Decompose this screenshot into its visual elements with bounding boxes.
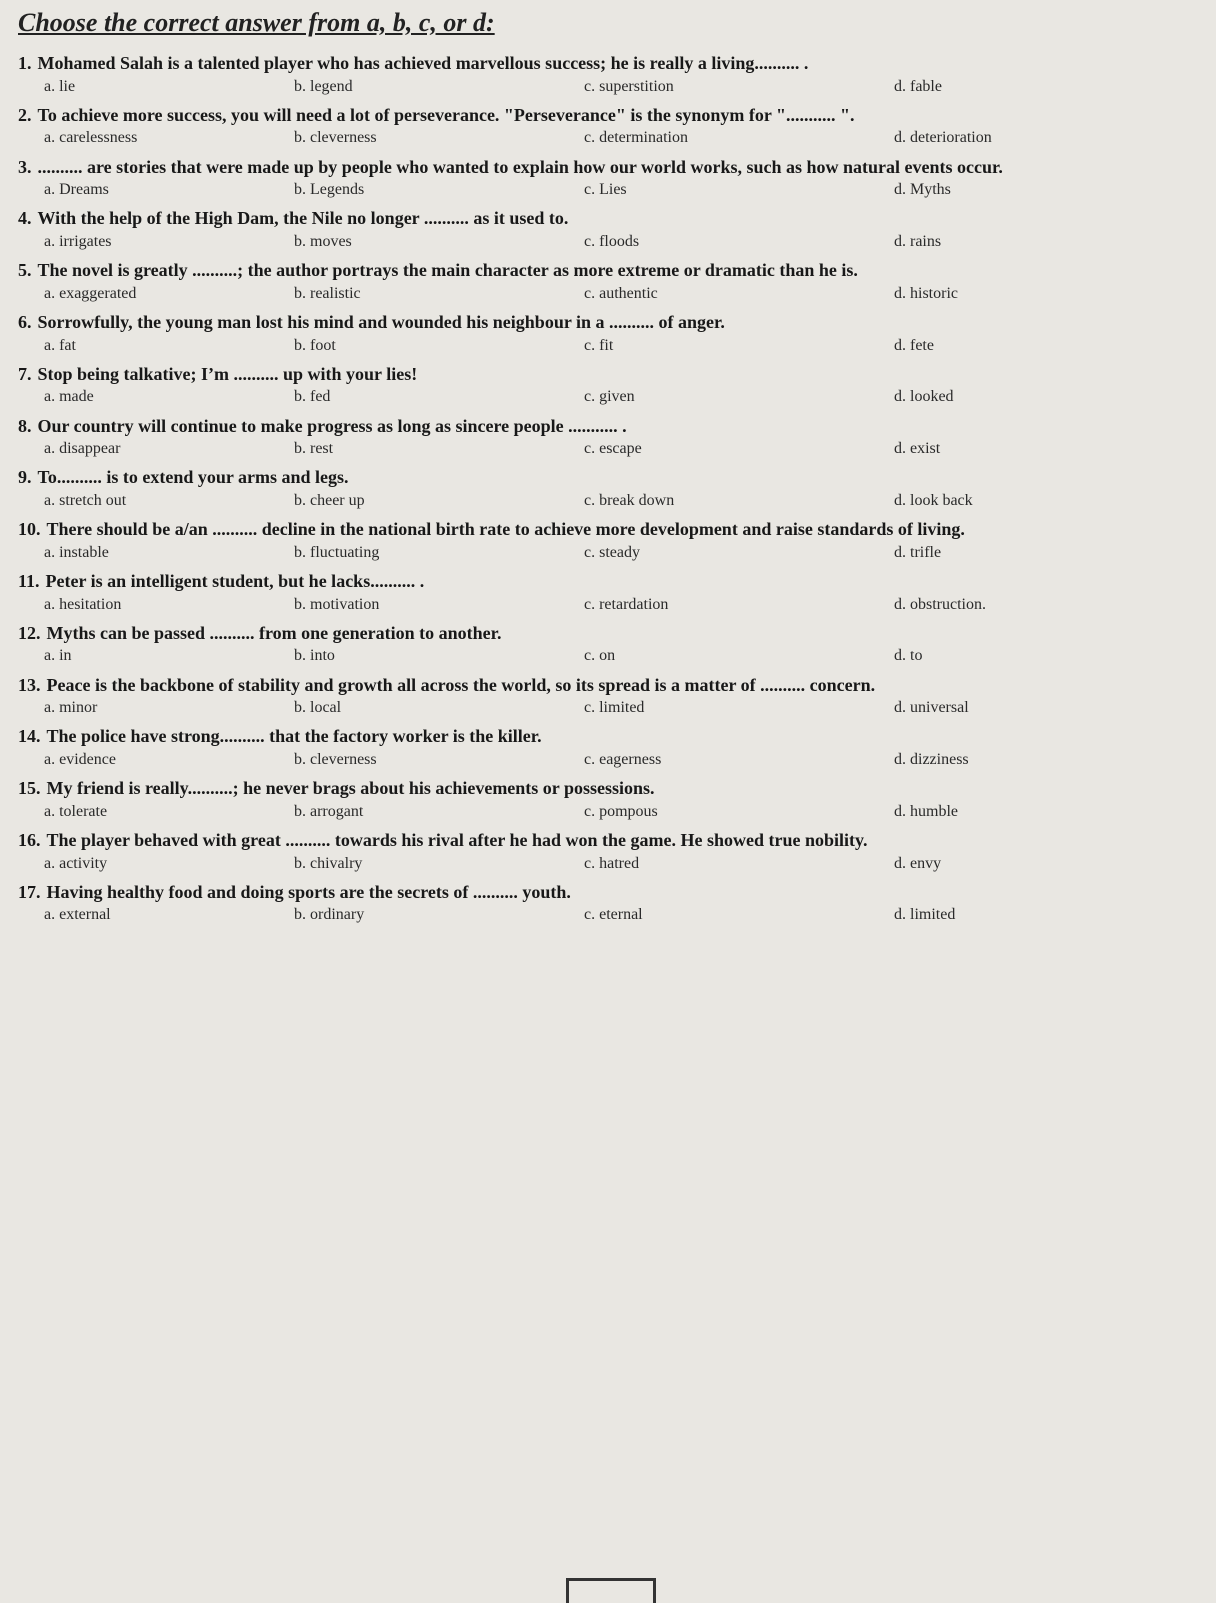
question-item bbox=[18, 518, 1176, 564]
question-number: 4. bbox=[18, 208, 32, 229]
question-text: Our country will continue to make progress as long as sincere people ........... . bbox=[37, 415, 627, 436]
answer-option[interactable]: d. deterioration bbox=[894, 129, 992, 147]
answer-option[interactable]: b. into bbox=[294, 647, 335, 665]
answer-option[interactable]: b. realistic bbox=[294, 284, 361, 302]
question-number: 10. bbox=[18, 519, 41, 540]
question-item bbox=[18, 259, 1176, 305]
question-number: 1. bbox=[18, 53, 32, 73]
answer-option[interactable]: b. cleverness bbox=[294, 129, 377, 147]
question-stem bbox=[18, 466, 1176, 489]
answer-option[interactable]: c. pompous bbox=[584, 802, 658, 820]
answer-option[interactable]: a. exaggerated bbox=[44, 284, 137, 302]
answer-options bbox=[18, 490, 1176, 512]
answer-options bbox=[18, 438, 1176, 460]
answer-option[interactable]: d. humble bbox=[894, 802, 958, 820]
answer-option[interactable]: c. authentic bbox=[584, 284, 658, 302]
question-item bbox=[18, 622, 1176, 668]
answer-option[interactable]: a. external bbox=[44, 906, 111, 924]
question-text: To achieve more success, you will need a lot of perseverance. "Perseverance" is the synonym for "........... ". bbox=[37, 104, 855, 125]
answer-options bbox=[18, 542, 1176, 564]
question-text: Mohamed Salah is a talented player who has achieved marvellous success; he is really a living.......... . bbox=[37, 53, 809, 73]
question-stem bbox=[18, 311, 1176, 334]
question-text: To.......... is to extend your arms and legs. bbox=[37, 467, 349, 488]
answer-options bbox=[18, 283, 1176, 305]
question-number: 17. bbox=[18, 881, 41, 902]
question-stem bbox=[18, 829, 1176, 852]
question-stem bbox=[18, 104, 1176, 127]
answer-option[interactable]: b. chivalry bbox=[294, 854, 363, 872]
answer-option[interactable]: d. look back bbox=[894, 491, 973, 509]
question-text: With the help of the High Dam, the Nile no longer .......... as it used to. bbox=[37, 208, 569, 229]
answer-option[interactable]: c. hatred bbox=[584, 854, 640, 872]
question-stem bbox=[18, 622, 1176, 645]
question-item bbox=[18, 466, 1176, 512]
question-stem bbox=[18, 259, 1176, 282]
answer-option[interactable]: b. arrogant bbox=[294, 802, 364, 820]
question-number: 5. bbox=[18, 260, 32, 281]
question-stem bbox=[18, 52, 1176, 75]
answer-option[interactable]: b. fed bbox=[294, 388, 331, 406]
question-item bbox=[18, 156, 1176, 202]
answer-option[interactable]: c. on bbox=[584, 647, 616, 665]
question-number: 11. bbox=[18, 570, 40, 591]
answer-option[interactable]: d. dizziness bbox=[894, 750, 969, 768]
question-item bbox=[18, 52, 1176, 98]
answer-options bbox=[18, 852, 1176, 874]
answer-option[interactable]: d. rains bbox=[894, 232, 942, 250]
answer-option[interactable]: b. legend bbox=[294, 77, 353, 95]
question-item bbox=[18, 777, 1176, 823]
answer-option[interactable]: d. universal bbox=[894, 699, 969, 717]
answer-option[interactable]: a. lie bbox=[44, 77, 76, 95]
answer-options bbox=[18, 127, 1176, 149]
answer-option[interactable]: b. fluctuating bbox=[294, 543, 380, 561]
answer-options bbox=[18, 801, 1176, 823]
question-item bbox=[18, 829, 1176, 875]
answer-option[interactable]: c. floods bbox=[584, 232, 640, 250]
answer-option[interactable]: d. fable bbox=[894, 77, 942, 95]
answer-option[interactable]: b. cheer up bbox=[294, 491, 365, 509]
answer-option[interactable]: a. minor bbox=[44, 699, 98, 717]
question-number: 2. bbox=[18, 104, 32, 125]
answer-option[interactable]: c. eagerness bbox=[584, 750, 662, 768]
answer-options bbox=[18, 231, 1176, 253]
question-number: 3. bbox=[18, 156, 32, 177]
question-item bbox=[18, 674, 1176, 720]
question-stem bbox=[18, 674, 1176, 697]
answer-option[interactable]: b. cleverness bbox=[294, 750, 377, 768]
question-item bbox=[18, 725, 1176, 771]
answer-options bbox=[18, 904, 1176, 926]
answer-option[interactable]: b. rest bbox=[294, 440, 334, 458]
question-item bbox=[18, 207, 1176, 253]
answer-option[interactable]: b. motivation bbox=[294, 595, 380, 613]
answer-options bbox=[18, 749, 1176, 771]
answer-option[interactable]: c. limited bbox=[584, 699, 645, 717]
question-stem bbox=[18, 881, 1176, 904]
answer-option[interactable]: a. made bbox=[44, 388, 94, 406]
question-text: Having healthy food and doing sports are the secrets of .......... youth. bbox=[46, 881, 571, 902]
question-item bbox=[18, 363, 1176, 409]
answer-option[interactable]: c. retardation bbox=[584, 595, 669, 613]
question-text: My friend is really..........; he never brags about his achievements or possessions. bbox=[46, 778, 655, 799]
question-list bbox=[18, 52, 1176, 927]
question-item bbox=[18, 415, 1176, 461]
question-number: 7. bbox=[18, 363, 32, 384]
question-item bbox=[18, 104, 1176, 150]
page-footer-box bbox=[566, 1578, 656, 1603]
question-text: The novel is greatly ..........; the author portrays the main character as more extreme or dramatic than he is. bbox=[37, 260, 858, 281]
answer-option[interactable]: a. hesitation bbox=[44, 595, 122, 613]
answer-option[interactable]: a. activity bbox=[44, 854, 108, 872]
answer-option[interactable]: b. Legends bbox=[294, 181, 365, 199]
question-stem bbox=[18, 415, 1176, 438]
answer-option[interactable]: c. steady bbox=[584, 543, 640, 561]
answer-option[interactable]: d. limited bbox=[894, 906, 956, 924]
question-number: 8. bbox=[18, 415, 32, 436]
answer-option[interactable]: c. fit bbox=[584, 336, 614, 354]
question-stem bbox=[18, 363, 1176, 386]
question-number: 13. bbox=[18, 674, 41, 695]
question-stem bbox=[18, 570, 1176, 593]
instruction-heading: Choose the correct answer from a, b, c, or d: bbox=[18, 8, 495, 37]
answer-option[interactable]: d. obstruction. bbox=[894, 595, 986, 613]
question-stem bbox=[18, 725, 1176, 748]
question-stem bbox=[18, 207, 1176, 230]
question-number: 16. bbox=[18, 829, 41, 850]
answer-option[interactable]: b. moves bbox=[294, 232, 352, 250]
answer-option[interactable]: a. fat bbox=[44, 336, 76, 354]
answer-option[interactable]: b. local bbox=[294, 699, 342, 717]
answer-option[interactable]: d. fete bbox=[894, 336, 934, 354]
question-text: Peace is the backbone of stability and growth all across the world, so its spread is a matter of .......... concern. bbox=[46, 674, 876, 695]
question-text: Sorrowfully, the young man lost his mind and wounded his neighbour in a .......... of anger. bbox=[37, 311, 725, 332]
answer-option[interactable]: c. given bbox=[584, 388, 635, 406]
answer-option[interactable]: d. historic bbox=[894, 284, 958, 302]
answer-option[interactable]: d. exist bbox=[894, 440, 941, 458]
answer-option[interactable]: c. determination bbox=[584, 129, 688, 147]
question-item bbox=[18, 881, 1176, 927]
answer-option[interactable]: c. break down bbox=[584, 491, 675, 509]
question-text: Peter is an intelligent student, but he lacks.......... . bbox=[45, 570, 425, 591]
answer-option[interactable]: a. stretch out bbox=[44, 491, 127, 509]
question-number: 12. bbox=[18, 622, 41, 643]
answer-options bbox=[18, 697, 1176, 719]
answer-option[interactable]: a. instable bbox=[44, 543, 109, 561]
question-item bbox=[18, 570, 1176, 616]
answer-option[interactable]: a. disappear bbox=[44, 440, 121, 458]
answer-option[interactable]: a. evidence bbox=[44, 750, 116, 768]
answer-options bbox=[18, 75, 1176, 97]
question-text: There should be a/an .......... decline in the national birth rate to achieve more development and raise standards of living. bbox=[46, 519, 965, 540]
answer-option[interactable]: a. in bbox=[44, 647, 72, 665]
answer-options bbox=[18, 593, 1176, 615]
question-stem bbox=[18, 777, 1176, 800]
question-stem bbox=[18, 156, 1176, 179]
question-text: Myths can be passed .......... from one generation to another. bbox=[46, 622, 502, 643]
question-number: 9. bbox=[18, 467, 32, 488]
answer-option[interactable]: b. ordinary bbox=[294, 906, 365, 924]
answer-option[interactable]: c. escape bbox=[584, 440, 642, 458]
question-text: The player behaved with great .......... towards his rival after he had won the game. He showed true nobility. bbox=[46, 829, 868, 850]
question-number: 15. bbox=[18, 778, 41, 799]
answer-option[interactable]: d. trifle bbox=[894, 543, 942, 561]
answer-option[interactable]: c. superstition bbox=[584, 77, 674, 95]
question-text: Stop being talkative; I’m .......... up with your lies! bbox=[37, 363, 418, 384]
question-number: 6. bbox=[18, 311, 32, 332]
answer-option[interactable]: a. Dreams bbox=[44, 181, 109, 199]
question-text: The police have strong.......... that the factory worker is the killer. bbox=[46, 726, 542, 747]
answer-options bbox=[18, 645, 1176, 667]
answer-option[interactable]: d. to bbox=[894, 647, 923, 665]
question-item bbox=[18, 311, 1176, 357]
answer-options bbox=[18, 179, 1176, 201]
answer-option[interactable]: d. envy bbox=[894, 854, 942, 872]
answer-option[interactable]: a. tolerate bbox=[44, 802, 108, 820]
question-stem bbox=[18, 518, 1176, 541]
question-number: 14. bbox=[18, 726, 41, 747]
answer-option[interactable]: d. looked bbox=[894, 388, 954, 406]
answer-option[interactable]: c. eternal bbox=[584, 906, 643, 924]
answer-option[interactable]: a. irrigates bbox=[44, 232, 112, 250]
answer-option[interactable]: c. Lies bbox=[584, 181, 627, 199]
question-text: .......... are stories that were made up by people who wanted to explain how our world works, such as how natural events occur. bbox=[37, 156, 1003, 177]
answer-option[interactable]: d. Myths bbox=[894, 181, 951, 199]
answer-option[interactable]: a. carelessness bbox=[44, 129, 138, 147]
answer-options bbox=[18, 334, 1176, 356]
answer-option[interactable]: b. foot bbox=[294, 336, 336, 354]
answer-options bbox=[18, 386, 1176, 408]
